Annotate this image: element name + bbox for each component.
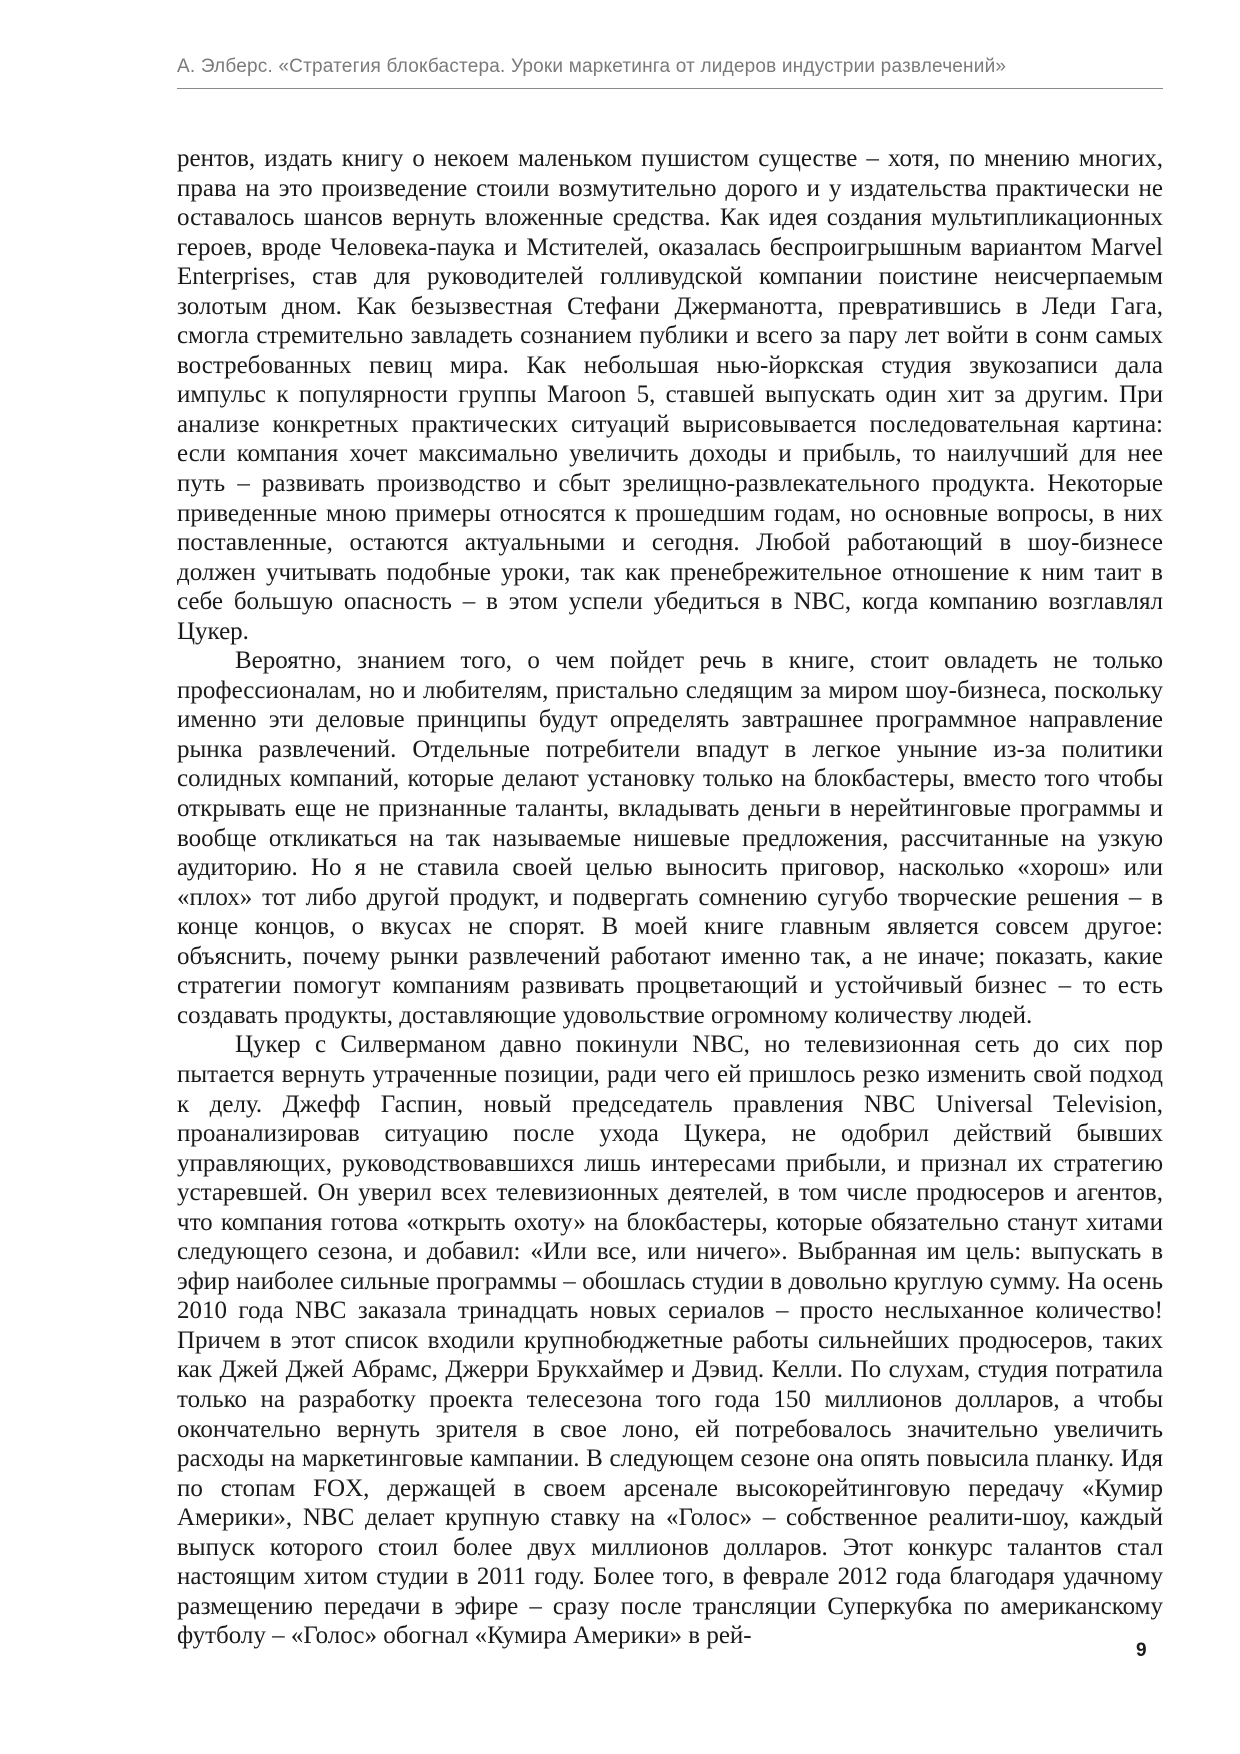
header-divider xyxy=(177,88,1163,89)
paragraph-1: рентов, издать книгу о некоем маленьком пушистом существе – хотя, по мнению многих, права на это произведение стоили возмутительно дорого и у издательства практически не оставалось шансов вернуть вложенные средства. Как идея создания мультипликационных героев, вроде Человека-паука и Мстителей, оказалась беспроигрышным вариантом Marvel Enterprises, став для руководителей голливудской компании поистине неисчерпаемым золотым дном. Как безызвестная Стефани Джерманотта, превратившись в Леди Гага, смогла стремительно завладеть сознанием публики и всего за пару лет войти в сонм самых востребованных певиц мира. Как небольшая нью-йоркская студия звукозаписи дала импульс к популярности группы Maroon 5, ставшей выпускать один хит за другим. При анализе конкретных практических ситуаций вырисовывается последовательная картина: если компания хочет максимально увеличить доходы и прибыль, то наилучший для нее путь – развивать производство и сбыт зрелищно-развлекательного продукта. Некоторые приведенные мною примеры относятся к прошедшим годам, но основные вопросы, в них поставленные, остаются актуальными и сегодня. Любой работающий в шоу-бизнесе должен учитывать подобные уроки, так как пренебрежительное отношение к ним таит в себе большую опасность – в этом успели убедиться в NBC, когда компанию возглавлял Цукер. xyxy=(177,145,1163,645)
paragraph-2: Вероятно, знанием того, о чем пойдет речь в книге, стоит овладеть не только профессионалам, но и любителям, пристально следящим за миром шоу-бизнеса, поскольку именно эти деловые принципы будут определять завтрашнее программное направление рынка развлечений. Отдельные потребители впадут в легкое уныние из-за политики солидных компаний, которые делают установку только на блокбастеры, вместо того чтобы открывать еще не признанные таланты, вкладывать деньги в нерейтинговые программы и вообще откликаться на так называемые нишевые предложения, рассчитанные на узкую аудиторию. Но я не ставила своей целью выносить приговор, насколько «хорош» или «плох» тот либо другой продукт, и подвергать сомнению сугубо творческие решения – в конце концов, о вкусах не спорят. В моей книге главным является совсем другое: объяснить, почему рынки развлечений работают именно так, а не иначе; показать, какие стратегии помогут компаниям развивать процветающий и устойчивый бизнес – то есть создавать продукты, доставляющие удовольствие огромному количеству людей. xyxy=(177,647,1163,1029)
running-header: А. Элберс. «Стратегия блокбастера. Уроки маркетинга от лидеров индустрии развлечений» xyxy=(177,56,1007,77)
body-text xyxy=(177,144,1163,1651)
page-number: 9 xyxy=(1136,1640,1147,1661)
paragraph-3: Цукер с Силверманом давно покинули NBC, но телевизионная сеть до сих пор пытается вернуть утраченные позиции, ради чего ей пришлось резко изменить свой подход к делу. Джефф Гаспин, новый председатель правления NBC Universal Television, проанализировав ситуацию после ухода Цукера, не одобрил действий бывших управляющих, руководствовавшихся лишь интересами прибыли, и признал их стратегию устаревшей. Он уверил всех телевизионных деятелей, в том числе продюсеров и агентов, что компания готова «открыть охоту» на блокбастеры, которые обязательно станут хитами следующего сезона, и добавил: «Или все, или ничего». Выбранная им цель: выпускать в эфир наиболее сильные программы – обошлась студии в довольно круглую сумму. На осень 2010 года NBC заказала тринадцать новых сериалов – просто неслыханное количество! Причем в этот список входили крупнобюджетные работы сильнейших продюсеров, таких как Джей Джей Абрамс, Джерри Брукхаймер и Дэвид. Келли. По слухам, студия потратила только на разработку проекта телесезона того года 150 миллионов долларов, а чтобы окончательно вернуть зрителя в свое лоно, ей потребовалось значительно увеличить расходы на маркетинговые кампании. В следующем сезоне она опять повысила планку. Идя по стопам FOX, держащей в своем арсенале высокорейтинговую передачу «Кумир Америки», NBC делает крупную ставку на «Голос» – собственное реалити-шоу, каждый выпуск которого стоил более двух миллионов долларов. Этот конкурс талантов стал настоящим хитом студии в 2011 году. Более того, в феврале 2012 года благодаря удачному размещению передачи в эфире – сразу после трансляции Суперкубка по американскому футболу – «Голос» обогнал «Кумира Америки» в рей- xyxy=(177,1031,1163,1650)
